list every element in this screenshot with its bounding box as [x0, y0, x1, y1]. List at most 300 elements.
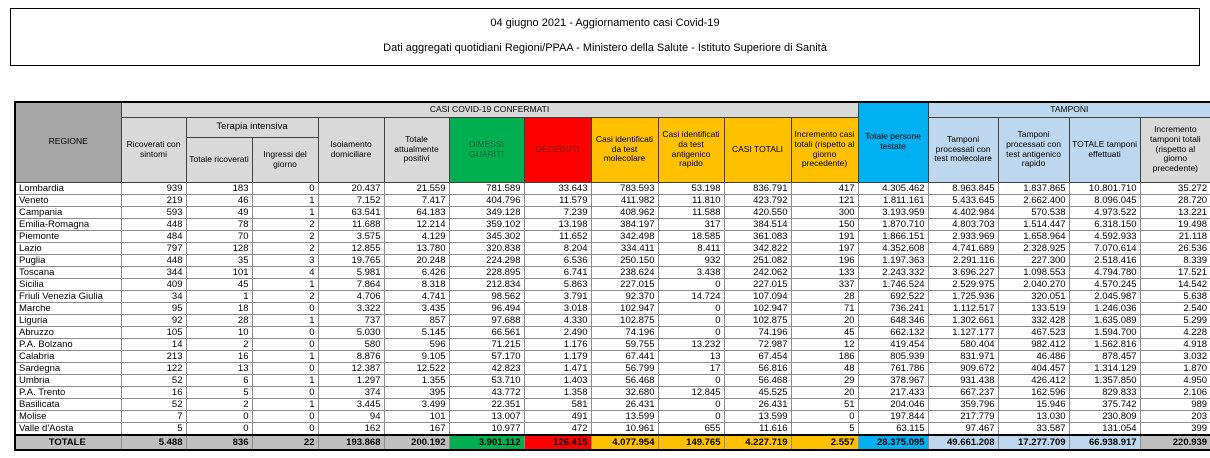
value-cell: 96.494	[449, 302, 524, 314]
value-cell: 580	[318, 338, 384, 350]
value-cell: 939	[121, 182, 186, 194]
value-cell: 300	[791, 206, 858, 218]
value-cell: 375.742	[1069, 398, 1140, 410]
value-cell: 242.062	[724, 266, 791, 278]
total-value-cell: 2.557	[791, 435, 858, 450]
value-cell: 1.870	[1140, 362, 1210, 374]
value-cell: 342.498	[591, 230, 658, 242]
value-cell: 342.822	[724, 242, 791, 254]
value-cell: 0	[252, 386, 318, 398]
value-cell: 409	[121, 278, 186, 290]
table-row	[15, 266, 1210, 278]
value-cell: 3.696.227	[928, 266, 998, 278]
value-cell: 7.417	[384, 194, 449, 206]
value-cell: 797	[121, 242, 186, 254]
value-cell: 70	[186, 230, 252, 242]
value-cell: 5.638	[1140, 290, 1210, 302]
value-cell: 3.193.959	[858, 206, 928, 218]
value-cell: 831.971	[928, 350, 998, 362]
region-name: Abruzzo	[15, 326, 121, 338]
value-cell: 2	[252, 218, 318, 230]
value-cell: 3.438	[658, 266, 724, 278]
table-row	[15, 374, 1210, 386]
value-cell: 0	[186, 422, 252, 435]
total-value-cell: 200.192	[384, 435, 449, 450]
header-tamponi-antigenico: Tamponi processati con test antigenico rapido	[998, 117, 1069, 182]
value-cell: 7.239	[524, 206, 591, 218]
value-cell: 1	[252, 206, 318, 218]
value-cell: 34	[121, 290, 186, 302]
value-cell: 59.755	[591, 338, 658, 350]
value-cell: 35	[186, 254, 252, 266]
value-cell: 417	[791, 182, 858, 194]
value-cell: 71.215	[449, 338, 524, 350]
value-cell: 212.834	[449, 278, 524, 290]
value-cell: 448	[121, 254, 186, 266]
value-cell: 128	[186, 242, 252, 254]
value-cell: 102.875	[591, 314, 658, 326]
value-cell: 4.973.522	[1069, 206, 1140, 218]
value-cell: 1	[252, 398, 318, 410]
value-cell: 5.030	[318, 326, 384, 338]
value-cell: 1.866.151	[858, 230, 928, 242]
value-cell: 1.357.850	[1069, 374, 1140, 386]
value-cell: 42.823	[449, 362, 524, 374]
total-value-cell: 66.938.917	[1069, 435, 1140, 450]
total-value-cell: 4.077.954	[591, 435, 658, 450]
value-cell: 56.468	[724, 374, 791, 386]
value-cell: 420.550	[724, 206, 791, 218]
value-cell: 8.318	[384, 278, 449, 290]
value-cell: 105	[121, 326, 186, 338]
total-value-cell: 28.375.095	[858, 435, 928, 450]
value-cell: 1.297	[318, 374, 384, 386]
value-cell: 2.328.925	[998, 242, 1069, 254]
value-cell: 909.672	[928, 362, 998, 374]
value-cell: 238.624	[591, 266, 658, 278]
value-cell: 1.635.089	[1069, 314, 1140, 326]
value-cell: 11.579	[524, 194, 591, 206]
value-cell: 0	[252, 362, 318, 374]
value-cell: 227.015	[591, 278, 658, 290]
value-cell: 17	[658, 362, 724, 374]
region-name: Basilicata	[15, 398, 121, 410]
value-cell: 1.112.517	[928, 302, 998, 314]
value-cell: 448	[121, 218, 186, 230]
header-casi-confermati-band: CASI COVID-19 CONFERMATI	[121, 102, 858, 117]
value-cell: 13.599	[724, 410, 791, 422]
value-cell: 13.030	[998, 410, 1069, 422]
value-cell: 95	[121, 302, 186, 314]
value-cell: 0	[186, 410, 252, 422]
value-cell: 10.801.710	[1069, 182, 1140, 194]
total-value-cell: 220.939	[1140, 435, 1210, 450]
value-cell: 228.895	[449, 266, 524, 278]
value-cell: 63.115	[858, 422, 928, 435]
value-cell: 805.939	[858, 350, 928, 362]
value-cell: 13	[658, 350, 724, 362]
region-name: Umbria	[15, 374, 121, 386]
region-name: Liguria	[15, 314, 121, 326]
value-cell: 250.150	[591, 254, 658, 266]
value-cell: 404.457	[998, 362, 1069, 374]
value-cell: 19.498	[1140, 218, 1210, 230]
value-cell: 12.845	[658, 386, 724, 398]
value-cell: 1	[252, 278, 318, 290]
value-cell: 45.525	[724, 386, 791, 398]
value-cell: 122	[121, 362, 186, 374]
value-cell: 11.810	[658, 194, 724, 206]
value-cell: 196	[791, 254, 858, 266]
value-cell: 662.132	[858, 326, 928, 338]
header-tamponi-band: TAMPONI	[928, 102, 1210, 117]
value-cell: 2.040.270	[998, 278, 1069, 290]
value-cell: 78	[186, 218, 252, 230]
value-cell: 8.339	[1140, 254, 1210, 266]
value-cell: 197	[791, 242, 858, 254]
value-cell: 359.796	[928, 398, 998, 410]
value-cell: 378.967	[858, 374, 928, 386]
value-cell: 4.803.703	[928, 218, 998, 230]
value-cell: 4	[252, 266, 318, 278]
value-cell: 399	[1140, 422, 1210, 435]
value-cell: 203	[1140, 410, 1210, 422]
total-value-cell: 126.415	[524, 435, 591, 450]
report-subtitle: Dati aggregati quotidiani Regioni/PPAA - Ministero della Salute - Istituto Superiore di Sanità	[383, 42, 827, 54]
value-cell: 384.514	[724, 218, 791, 230]
value-cell: 28.720	[1140, 194, 1210, 206]
value-cell: 8.204	[524, 242, 591, 254]
table-row	[15, 326, 1210, 338]
value-cell: 224.298	[449, 254, 524, 266]
table-row	[15, 254, 1210, 266]
value-cell: 6.426	[384, 266, 449, 278]
value-cell: 72.987	[724, 338, 791, 350]
value-cell: 63.541	[318, 206, 384, 218]
value-cell: 3.445	[318, 398, 384, 410]
value-cell: 51	[791, 398, 858, 410]
value-cell: 2.106	[1140, 386, 1210, 398]
value-cell: 219	[121, 194, 186, 206]
total-value-cell: 17.277.709	[998, 435, 1069, 450]
value-cell: 5.863	[524, 278, 591, 290]
value-cell: 423.792	[724, 194, 791, 206]
value-cell: 0	[252, 326, 318, 338]
value-cell: 0	[252, 422, 318, 435]
value-cell: 11.652	[524, 230, 591, 242]
value-cell: 1.246.036	[1069, 302, 1140, 314]
value-cell: 1.314.129	[1069, 362, 1140, 374]
value-cell: 4.352.608	[858, 242, 928, 254]
value-cell: 52	[121, 398, 186, 410]
value-cell: 1.403	[524, 374, 591, 386]
header-ingressi-giorno: Ingressi del giorno	[252, 137, 318, 182]
value-cell: 1.514.447	[998, 218, 1069, 230]
value-cell: 133	[791, 266, 858, 278]
value-cell: 4.950	[1140, 374, 1210, 386]
value-cell: 1.098.553	[998, 266, 1069, 278]
value-cell: 1.179	[524, 350, 591, 362]
value-cell: 20	[791, 386, 858, 398]
value-cell: 11.616	[724, 422, 791, 435]
value-cell: 162.596	[998, 386, 1069, 398]
total-label: TOTALE	[15, 435, 121, 450]
value-cell: 334.411	[591, 242, 658, 254]
value-cell: 8.876	[318, 350, 384, 362]
table-row	[15, 242, 1210, 254]
value-cell: 570.538	[998, 206, 1069, 218]
value-cell: 197.844	[858, 410, 928, 422]
region-name: Emilia-Romagna	[15, 218, 121, 230]
value-cell: 26.536	[1140, 242, 1210, 254]
value-cell: 4.794.780	[1069, 266, 1140, 278]
value-cell: 133.519	[998, 302, 1069, 314]
value-cell: 12.214	[384, 218, 449, 230]
value-cell: 45	[791, 326, 858, 338]
value-cell: 12.855	[318, 242, 384, 254]
value-cell: 64.183	[384, 206, 449, 218]
value-cell: 384.197	[591, 218, 658, 230]
header-persone-testate: Totale persone testate	[858, 102, 928, 182]
value-cell: 581	[524, 398, 591, 410]
value-cell: 183	[186, 182, 252, 194]
region-name: Piemonte	[15, 230, 121, 242]
header-terapia-intensiva: Terapia intensiva	[186, 117, 318, 137]
value-cell: 45	[186, 278, 252, 290]
value-cell: 0	[791, 410, 858, 422]
value-cell: 18.585	[658, 230, 724, 242]
value-cell: 4.570.245	[1069, 278, 1140, 290]
value-cell: 4.741.689	[928, 242, 998, 254]
report-title: 04 giugno 2021 - Aggiornamento casi Covid-19	[490, 17, 720, 29]
value-cell: 2.662.400	[998, 194, 1069, 206]
value-cell: 3.032	[1140, 350, 1210, 362]
value-cell: 0	[658, 410, 724, 422]
region-name: Sicilia	[15, 278, 121, 290]
value-cell: 345.302	[449, 230, 524, 242]
value-cell: 227.300	[998, 254, 1069, 266]
value-cell: 7.152	[318, 194, 384, 206]
value-cell: 13.232	[658, 338, 724, 350]
table-row	[15, 338, 1210, 350]
value-cell: 737	[318, 314, 384, 326]
value-cell: 596	[384, 338, 449, 350]
region-name: Calabria	[15, 350, 121, 362]
value-cell: 97.467	[928, 422, 998, 435]
value-cell: 56.799	[591, 362, 658, 374]
value-cell: 98.562	[449, 290, 524, 302]
region-name: Molise	[15, 410, 121, 422]
value-cell: 2.490	[524, 326, 591, 338]
value-cell: 5.299	[1140, 314, 1210, 326]
value-cell: 6.318.150	[1069, 218, 1140, 230]
value-cell: 349.128	[449, 206, 524, 218]
value-cell: 4.741	[384, 290, 449, 302]
value-cell: 1.870.710	[858, 218, 928, 230]
value-cell: 5.981	[318, 266, 384, 278]
value-cell: 14.542	[1140, 278, 1210, 290]
value-cell: 2.045.987	[1069, 290, 1140, 302]
table-header	[15, 102, 1210, 182]
value-cell: 2.933.969	[928, 230, 998, 242]
value-cell: 4.402.984	[928, 206, 998, 218]
header-attualmente-positivi: Totale attualmente positivi	[384, 117, 449, 182]
region-name: Lazio	[15, 242, 121, 254]
value-cell: 10.977	[449, 422, 524, 435]
value-cell: 332.428	[998, 314, 1069, 326]
value-cell: 836.791	[724, 182, 791, 194]
value-cell: 2.243.332	[858, 266, 928, 278]
header-deceduti: DECEDUTI	[524, 117, 591, 182]
value-cell: 5	[121, 422, 186, 435]
header-incremento-casi: Incremento casi totali (rispetto al giorno precedente)	[791, 117, 858, 182]
value-cell: 1.471	[524, 362, 591, 374]
value-cell: 11.688	[318, 218, 384, 230]
value-cell: 5.433.645	[928, 194, 998, 206]
value-cell: 9.105	[384, 350, 449, 362]
header-isolamento: Isolamento domiciliare	[318, 117, 384, 182]
value-cell: 74.196	[591, 326, 658, 338]
table-row	[15, 302, 1210, 314]
value-cell: 2.291.116	[928, 254, 998, 266]
value-cell: 12.522	[384, 362, 449, 374]
value-cell: 11.588	[658, 206, 724, 218]
table-row	[15, 350, 1210, 362]
value-cell: 1.197.363	[858, 254, 928, 266]
value-cell: 191	[791, 230, 858, 242]
table-row	[15, 278, 1210, 290]
value-cell: 1.746.524	[858, 278, 928, 290]
value-cell: 736.241	[858, 302, 928, 314]
value-cell: 982.412	[998, 338, 1069, 350]
region-name: Marche	[15, 302, 121, 314]
header-casi-molecolare: Casi identificati da test molecolare	[591, 117, 658, 182]
value-cell: 33.587	[998, 422, 1069, 435]
value-cell: 1.594.700	[1069, 326, 1140, 338]
value-cell: 251.082	[724, 254, 791, 266]
value-cell: 2.518.416	[1069, 254, 1140, 266]
total-value-cell: 4.227.719	[724, 435, 791, 450]
value-cell: 1.658.964	[998, 230, 1069, 242]
value-cell: 46	[186, 194, 252, 206]
value-cell: 6.741	[524, 266, 591, 278]
value-cell: 92	[121, 314, 186, 326]
value-cell: 1.302.661	[928, 314, 998, 326]
value-cell: 3.018	[524, 302, 591, 314]
value-cell: 0	[658, 302, 724, 314]
value-cell: 227.015	[724, 278, 791, 290]
value-cell: 3.322	[318, 302, 384, 314]
value-cell: 374	[318, 386, 384, 398]
value-cell: 655	[658, 422, 724, 435]
value-cell: 4.129	[384, 230, 449, 242]
value-cell: 29	[791, 374, 858, 386]
value-cell: 0	[658, 278, 724, 290]
value-cell: 33.643	[524, 182, 591, 194]
value-cell: 26.431	[724, 398, 791, 410]
header-dimessi-guariti: DIMESSI GUARITI	[449, 117, 524, 182]
header-casi-antigenico: Casi identificati da test antigenico rapido	[658, 117, 724, 182]
total-value-cell: 149.765	[658, 435, 724, 450]
value-cell: 102.875	[724, 314, 791, 326]
header-incremento-tamponi: Incremento tamponi totali (rispetto al giorno precedente)	[1140, 117, 1210, 182]
value-cell: 56.816	[724, 362, 791, 374]
value-cell: 12	[791, 338, 858, 350]
value-cell: 783.593	[591, 182, 658, 194]
value-cell: 0	[252, 302, 318, 314]
value-cell: 213	[121, 350, 186, 362]
table-row	[15, 230, 1210, 242]
value-cell: 97.688	[449, 314, 524, 326]
value-cell: 7.864	[318, 278, 384, 290]
value-cell: 102.947	[724, 302, 791, 314]
region-name: Veneto	[15, 194, 121, 206]
value-cell: 43.772	[449, 386, 524, 398]
value-cell: 13.780	[384, 242, 449, 254]
value-cell: 53.710	[449, 374, 524, 386]
region-name: Lombardia	[15, 182, 121, 194]
value-cell: 167	[384, 422, 449, 435]
value-cell: 3.575	[318, 230, 384, 242]
table-row	[15, 410, 1210, 422]
value-cell: 411.982	[591, 194, 658, 206]
value-cell: 989	[1140, 398, 1210, 410]
value-cell: 6	[186, 374, 252, 386]
value-cell: 320.838	[449, 242, 524, 254]
value-cell: 580.404	[928, 338, 998, 350]
value-cell: 56.468	[591, 374, 658, 386]
value-cell: 26.431	[591, 398, 658, 410]
value-cell: 66.561	[449, 326, 524, 338]
value-cell: 52	[121, 374, 186, 386]
value-cell: 4.918	[1140, 338, 1210, 350]
table-row	[15, 398, 1210, 410]
value-cell: 4.330	[524, 314, 591, 326]
value-cell: 13.007	[449, 410, 524, 422]
value-cell: 761.786	[858, 362, 928, 374]
value-cell: 1.811.161	[858, 194, 928, 206]
value-cell: 3.435	[384, 302, 449, 314]
header-casi-totali: CASI TOTALI	[724, 117, 791, 182]
value-cell: 320.051	[998, 290, 1069, 302]
value-cell: 22.351	[449, 398, 524, 410]
value-cell: 0	[252, 338, 318, 350]
total-value-cell: 22	[252, 435, 318, 450]
value-cell: 16	[186, 350, 252, 362]
value-cell: 217.779	[928, 410, 998, 422]
total-value-cell: 49.661.208	[928, 435, 998, 450]
value-cell: 131.054	[1069, 422, 1140, 435]
value-cell: 781.589	[449, 182, 524, 194]
value-cell: 107.094	[724, 290, 791, 302]
value-cell: 1	[252, 314, 318, 326]
table-row	[15, 194, 1210, 206]
value-cell: 1	[252, 374, 318, 386]
value-cell: 217.433	[858, 386, 928, 398]
value-cell: 94	[318, 410, 384, 422]
value-cell: 3	[252, 254, 318, 266]
value-cell: 931.438	[928, 374, 998, 386]
value-cell: 1.562.816	[1069, 338, 1140, 350]
value-cell: 92.370	[591, 290, 658, 302]
value-cell: 667.237	[928, 386, 998, 398]
value-cell: 7.070.614	[1069, 242, 1140, 254]
value-cell: 0	[658, 374, 724, 386]
value-cell: 16	[121, 386, 186, 398]
value-cell: 57.170	[449, 350, 524, 362]
value-cell: 857	[384, 314, 449, 326]
value-cell: 317	[658, 218, 724, 230]
